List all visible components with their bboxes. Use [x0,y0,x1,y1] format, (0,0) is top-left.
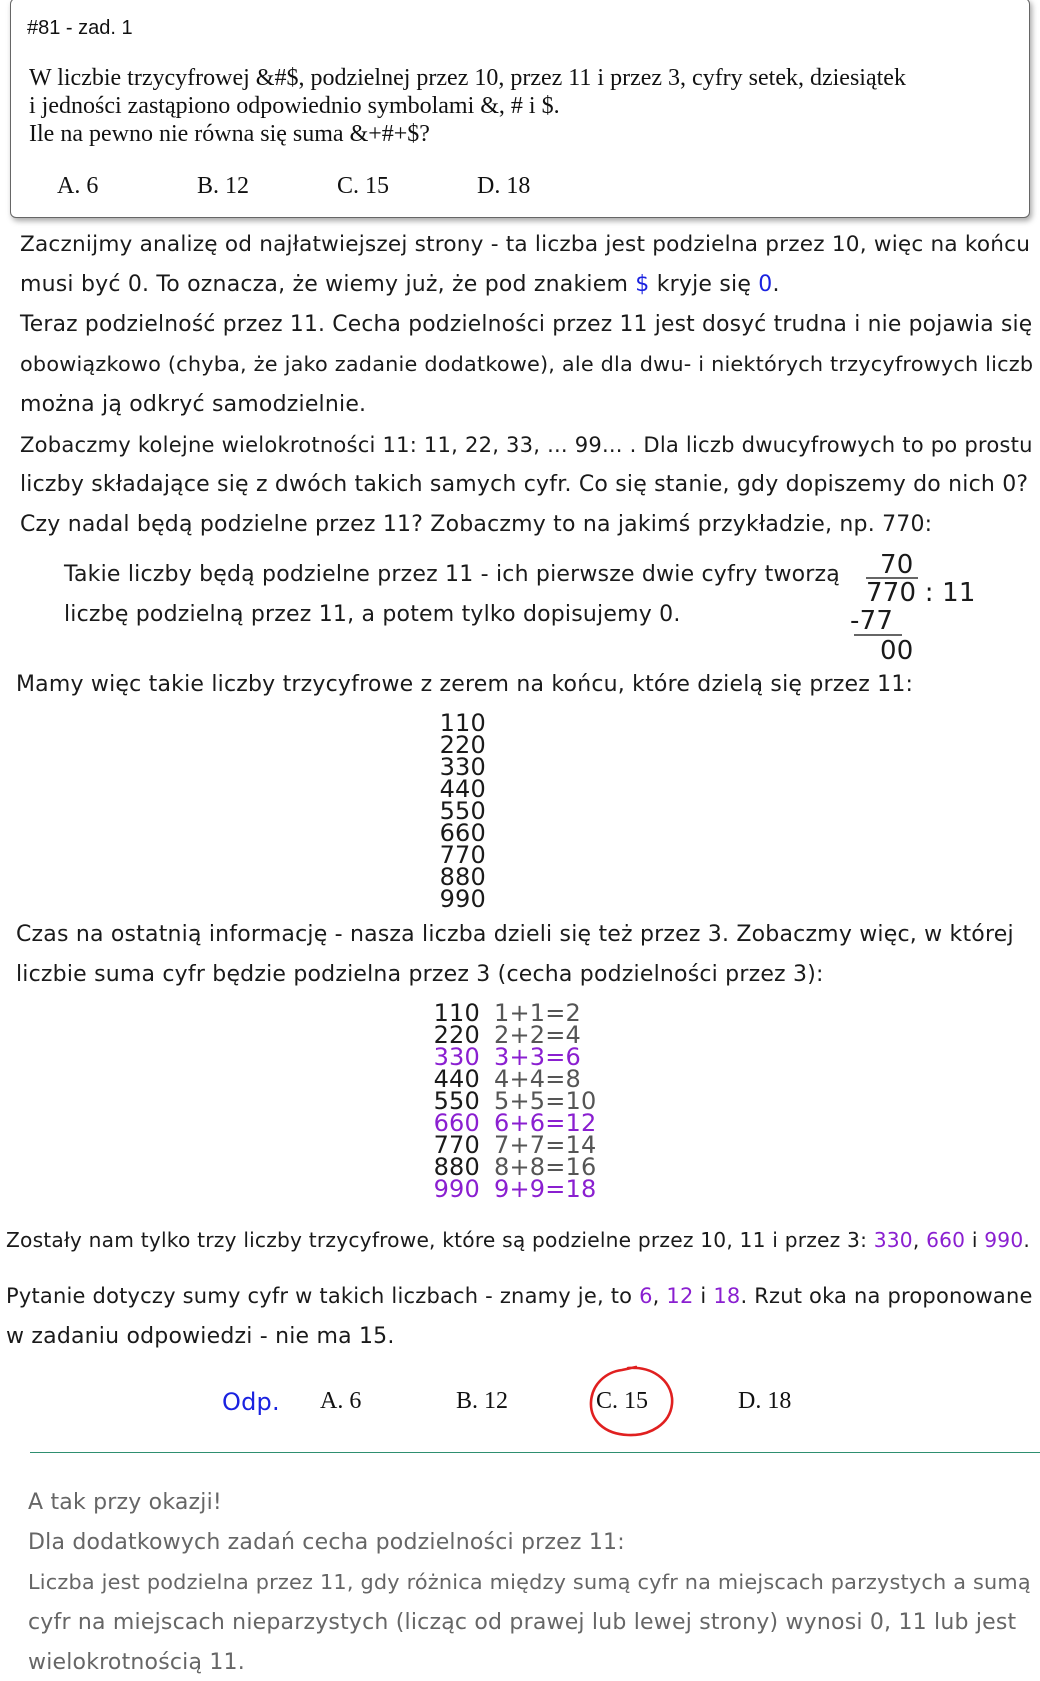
p6-line-1: Czas na ostatnią informację - nasza liczba dzieli się też przez 3. Zobaczmy więc, w której [16,922,1014,947]
answer-circle [584,1362,680,1442]
digit-sum: 5+5=10 [494,1087,597,1115]
task-line-2: i jedności zastąpiono odpowiednio symbolami &, # i $. [29,93,560,119]
p6-line-2: liczbie suma cyfr będzie podzielna przez 3 (cecha podzielności przez 3): [16,962,824,987]
division-dividend-divisor: 770 : 11 [866,578,976,608]
task-option-c: C. 15 [337,173,390,199]
footer-line-2: Dla dodatkowych zadań cecha podzielności przez 11: [28,1530,625,1555]
task-id: #81 - zad. 1 [27,17,133,39]
p2-line-2: obowiązkowo (chyba, że jako zadanie dodatkowe), ale dla dwu- i niektórych trzycyfrowych liczb [20,352,1034,376]
list-item: 220 [433,1021,480,1049]
digit-sum: 1+1=2 [494,999,582,1027]
footer-line-3: Liczba jest podzielna przez 11, gdy różnica między sumą cyfr na miejscach parzystych a sumą [28,1570,1031,1594]
p5-line: Mamy więc takie liczby trzycyfrowe z zerem na końcu, które dzielą się przez 11: [16,672,914,697]
list-item: 990 [433,1175,480,1203]
answer-option-d: D. 18 [738,1388,792,1414]
digit-sum-results [494,999,597,1203]
list-item: 440 [439,775,486,803]
p3-line-2: liczby składające się z dwóch takich samych cyfr. Co się stanie, gdy dopiszemy do nich 0? [20,472,1029,497]
footer-divider [30,1452,1040,1453]
p1-line-2: musi być 0. To oznacza, że wiemy już, że pod znakiem $ kryje się 0. [20,272,780,297]
task-line-3: Ile na pewno nie równa się suma &+#+$? [29,121,430,147]
list-item: 990 [439,885,486,913]
dollar-symbol: $ [635,272,650,297]
list-item: 880 [433,1153,480,1181]
list-item: 440 [433,1065,480,1093]
p3-line-3: Czy nadal będą podzielne przez 11? Zobaczmy to na jakimś przykładzie, np. 770: [20,512,933,537]
list-item: 770 [439,841,486,869]
result-990: 990 [984,1228,1024,1252]
p3-line-1: Zobaczmy kolejne wielokrotności 11: 11, 22, 33, ... 99... . Dla liczb dwucyfrowych to po prostu [20,432,1033,457]
footer-line-5: wielokrotnością 11. [28,1650,245,1675]
p2-line-1: Teraz podzielność przez 11. Cecha podzielności przez 11 jest dosyć trudna i nie pojawia się [20,312,1033,337]
answer-option-c: C. 15 [596,1388,649,1414]
list-item: 110 [433,999,480,1027]
digit-sum: 2+2=4 [494,1021,582,1049]
digit-sum: 3+3=6 [494,1043,582,1071]
digit-sum: 6+6=12 [494,1109,597,1137]
list-item: 330 [439,753,486,781]
list-item: 220 [439,731,486,759]
result-660: 660 [926,1228,966,1252]
p4-line-1: Takie liczby będą podzielne przez 11 - ich pierwsze dwie cyfry tworzą [64,562,840,587]
division-subtract: -77 [850,606,894,636]
division-remainder: 00 [880,636,914,666]
answer-option-b: B. 12 [456,1388,509,1414]
answer-label: Odp. [222,1388,280,1416]
answer-option-a: A. 6 [320,1388,362,1414]
p1-line-1: Zacznijmy analizę od najłatwiejszej strony - ta liczba jest podzielna przez 10, więc na końcu [20,232,1031,257]
p8-line-1: Pytanie dotyczy sumy cyfr w takich liczbach - znamy je, to 6, 12 i 18. Rzut oka na proponowane [6,1284,1033,1308]
digit-sum: 7+7=14 [494,1131,597,1159]
list-item: 550 [439,797,486,825]
list-item: 110 [439,709,486,737]
footer-line-1: A tak przy okazji! [28,1490,222,1515]
multiples-list [438,709,486,913]
digit-sum: 9+9=18 [494,1175,597,1203]
list-item: 330 [433,1043,480,1071]
sum-12: 12 [666,1284,694,1308]
sum-18: 18 [713,1284,741,1308]
task-option-d: D. 18 [477,173,531,199]
task-box [10,0,1030,218]
p7-line: Zostały nam tylko trzy liczby trzycyfrowe, które są podzielne przez 10, 11 i przez 3: 330, 660 i 990. [6,1228,1031,1252]
p2-line-3: można ją odkryć samodzielnie. [20,392,367,417]
digit-sum: 8+8=16 [494,1153,597,1181]
result-330: 330 [873,1228,913,1252]
list-item: 660 [439,819,486,847]
p4-line-2: liczbę podzielną przez 11, a potem tylko dopisujemy 0. [64,602,681,627]
task-option-a: A. 6 [57,173,99,199]
list-item: 770 [433,1131,480,1159]
digit-sum: 4+4=8 [494,1065,582,1093]
sum-6: 6 [639,1284,653,1308]
division-quotient: 70 [880,550,914,580]
zero-digit: 0 [758,272,773,297]
list-item: 550 [433,1087,480,1115]
task-line-1: W liczbie trzycyfrowej &#$, podzielnej przez 10, przez 11 i przez 3, cyfry setek, dziesiątek [29,65,906,91]
digit-sum-numbers [432,999,480,1203]
list-item: 880 [439,863,486,891]
task-option-b: B. 12 [197,173,250,199]
list-item: 660 [433,1109,480,1137]
p8-line-2: w zadaniu odpowiedzi - nie ma 15. [6,1324,395,1349]
footer-line-4: cyfr na miejscach nieparzystych (licząc od prawej lub lewej strony) wynosi 0, 11 lub jest [28,1610,1017,1635]
